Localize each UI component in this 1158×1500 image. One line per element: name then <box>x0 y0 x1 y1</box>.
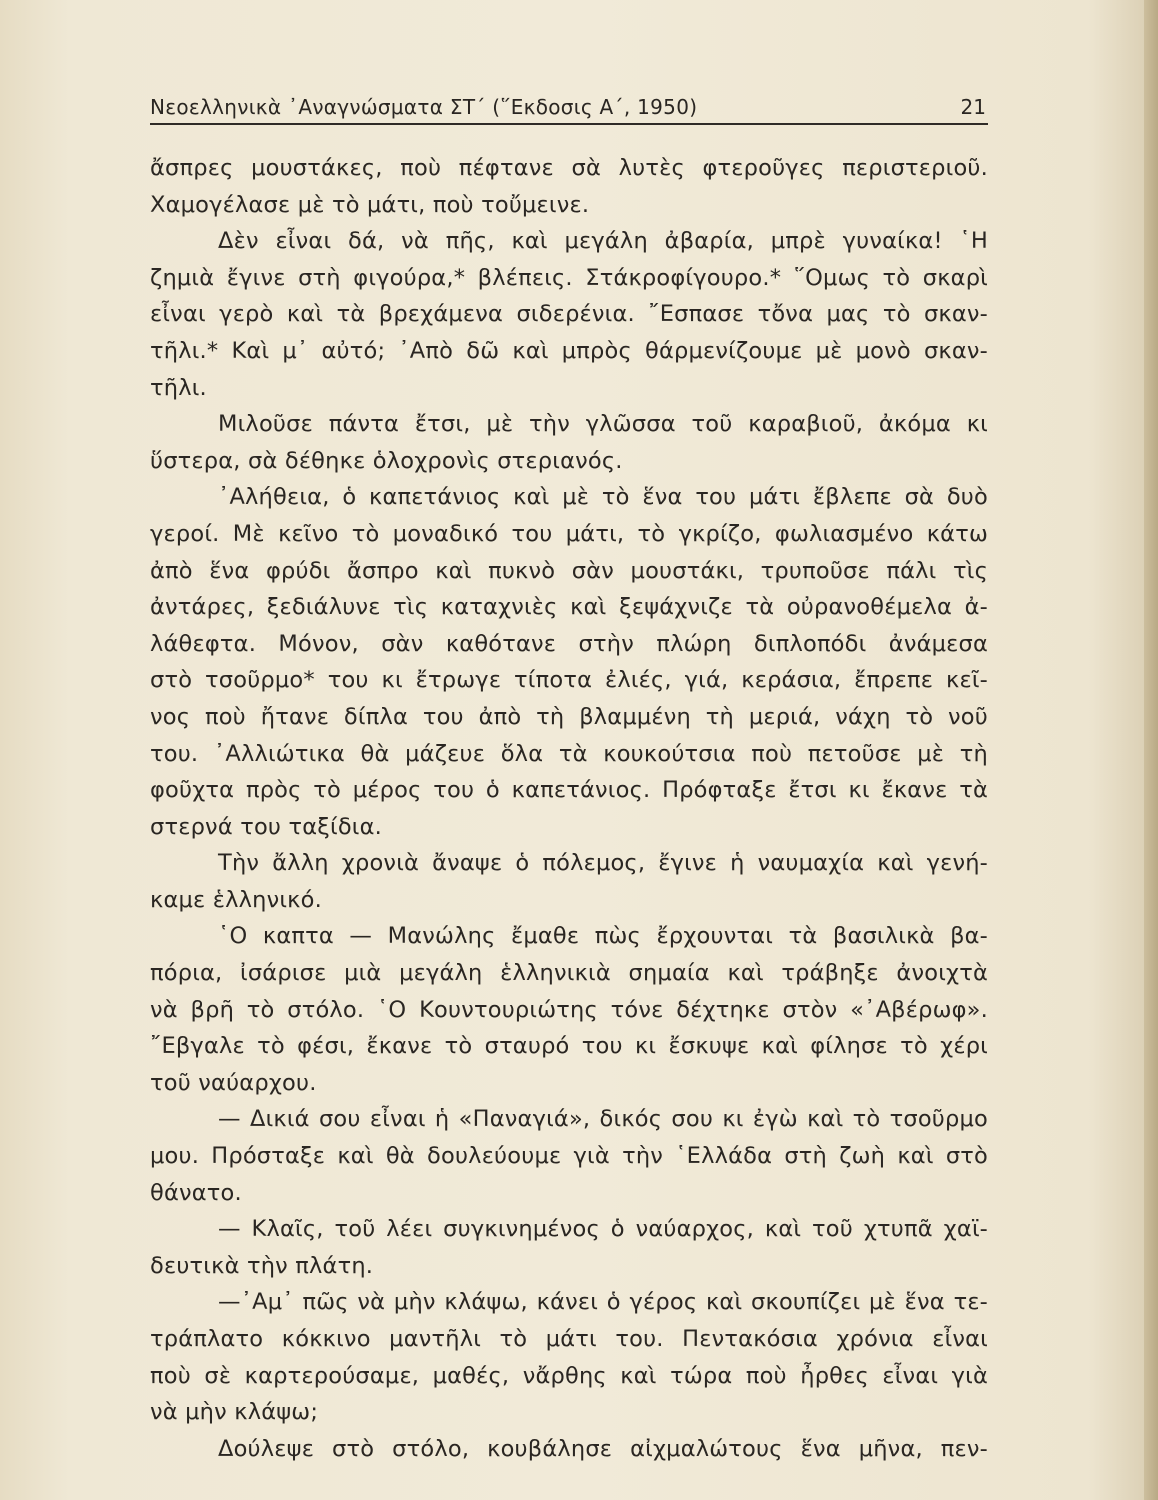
page-number: 21 <box>960 95 986 119</box>
text-line: θάνατο. <box>150 1179 242 1206</box>
text-line: τράπλατο κόκκινο μαντῆλι τὸ μάτι του. Πεντακόσια χρόνια εἶναι <box>150 1326 988 1352</box>
text-line: ἀντάρες, ξεδιάλυνε τὶς καταχνιὲς καὶ ξεψάχνιζε τὰ οὐρανοθέμελα ἀ- <box>150 594 988 621</box>
text-line: μου. Πρόσταξε καὶ θὰ δουλεύουμε γιὰ τὴν ῾Ελλάδα στὴ ζωὴ καὶ στὸ <box>150 1143 988 1170</box>
text-line: εἶναι γερὸ καὶ τὰ βρεχάμενα σιδερένια. ῎Εσπασε τὄνα μας τὸ σκαν- <box>150 301 988 328</box>
text-line: — Δικιά σου εἶναι ἡ «Παναγιά», δικός σου κι ἐγὼ καὶ τὸ τσοῦρμο <box>218 1106 988 1133</box>
text-line: ἄσπρες μουστάκες, ποὺ πέφτανε σὰ λυτὲς φτεροῦγες περιστεριοῦ. <box>150 155 988 181</box>
header-title: Νεοελληνικὰ ᾿Αναγνώσματα ΣΤ΄ (῞Εκδοσις Α΄, 1950) <box>150 95 698 119</box>
text-line: δευτικὰ τὴν πλάτη. <box>150 1252 374 1279</box>
text-line: ποὺ σὲ καρτερούσαμε, μαθές, νἄρθης καὶ τώρα ποὺ ἦρθες εἶναι γιὰ <box>150 1362 988 1389</box>
text-line: ζημιὰ ἔγινε στὴ φιγούρα,* βλέπεις. Στάκροφίγουρο.* ῞Ομως τὸ σκαρὶ <box>150 264 988 291</box>
text-line: καμε ἑλληνικό. <box>150 886 322 913</box>
text-line: ὕστερα, σὰ δέθηκε ὁλοχρονὶς στεριανός. <box>150 447 623 474</box>
text-line: Μιλοῦσε πάντα ἔτσι, μὲ τὴν γλῶσσα τοῦ καραβιοῦ, ἀκόμα κι <box>218 411 988 438</box>
text-line: — Κλαῖς, τοῦ λέει συγκινημένος ὁ ναύαρχος, καὶ τοῦ χτυπᾶ χαϊ- <box>218 1216 988 1243</box>
text-line: στερνά του ταξίδια. <box>150 813 382 840</box>
text-line: φοῦχτα πρὸς τὸ μέρος του ὁ καπετάνιος. Πρόφταξε ἔτσι κι ἔκανε τὰ <box>150 777 988 804</box>
running-header <box>150 93 988 125</box>
text-line: νὰ βρῆ τὸ στόλο. ῾Ο Κουντουριώτης τόνε δέχτηκε στὸν «᾿Αβέρωφ». <box>150 996 988 1023</box>
text-line: ἀπὸ ἕνα φρύδι ἄσπρο καὶ πυκνὸ σὰν μουστάκι, τρυποῦσε πάλι τὶς <box>150 557 988 584</box>
body-text <box>150 150 988 1467</box>
text-line: λάθεφτα. Μόνον, σὰν καθότανε στὴν πλώρη διπλοπόδι ἀνάμεσα <box>150 630 988 657</box>
text-line: ᾿Αλήθεια, ὁ καπετάνιος καὶ μὲ τὸ ἕνα του μάτι ἔβλεπε σὰ δυὸ <box>218 484 988 511</box>
text-line: τῆλι.* Καὶ μ᾿ αὐτό; ᾿Απὸ δῶ καὶ μπρὸς θάρμενίζουμε μὲ μονὸ σκαν- <box>150 337 988 364</box>
text-line: ῎Εβγαλε τὸ φέσι, ἔκανε τὸ σταυρό του κι ἔσκυψε καὶ φίλησε τὸ χέρι <box>150 1033 988 1060</box>
text-line: τοῦ ναύαρχου. <box>150 1069 317 1096</box>
text-line: ῾Ο καπτα — Μανώλης ἔμαθε πὼς ἔρχουνται τὰ βασιλικὰ βα- <box>218 923 988 950</box>
text-line: νος ποὺ ἤτανε δίπλα του ἀπὸ τὴ βλαμμένη τὴ μεριά, νάχη τὸ νοῦ <box>150 703 988 730</box>
page-edge <box>1144 0 1158 1500</box>
text-line: Δούλεψε στὸ στόλο, κουβάλησε αἰχμαλώτους ἕνα μῆνα, πεν- <box>218 1435 988 1462</box>
text-line: Χαμογέλασε μὲ τὸ μάτι, ποὺ τοὔμεινε. <box>150 191 590 218</box>
text-line: τῆλι. <box>150 374 207 401</box>
text-line: νὰ μὴν κλάψω; <box>150 1399 319 1426</box>
text-line: —᾿Αμ᾿ πῶς νὰ μὴν κλάψω, κάνει ὁ γέρος καὶ σκουπίζει μὲ ἕνα τε- <box>218 1289 988 1316</box>
text-line: Τὴν ἄλλη χρονιὰ ἄναψε ὁ πόλεμος, ἔγινε ἡ ναυμαχία καὶ γενή- <box>218 850 988 877</box>
text-line: του. ᾿Αλλιώτικα θὰ μάζευε ὅλα τὰ κουκούτσια ποὺ πετοῦσε μὲ τὴ <box>150 740 988 767</box>
text-line: στὸ τσοῦρμο* του κι ἔτρωγε τίποτα ἐλιές, γιά, κεράσια, ἔπρεπε κεῖ- <box>150 667 988 694</box>
text-line: πόρια, ἰσάρισε μιὰ μεγάλη ἑλληνικιὰ σημαία καὶ τράβηξε ἀνοιχτὰ <box>150 960 988 987</box>
text-line: Δὲν εἶναι δά, νὰ πῆς, καὶ μεγάλη ἀβαρία, μπρὲ γυναίκα! ῾Η <box>218 228 988 255</box>
text-line: γεροί. Μὲ κεῖνο τὸ μοναδικό του μάτι, τὸ γκρίζο, φωλιασμένο κάτω <box>150 520 988 547</box>
